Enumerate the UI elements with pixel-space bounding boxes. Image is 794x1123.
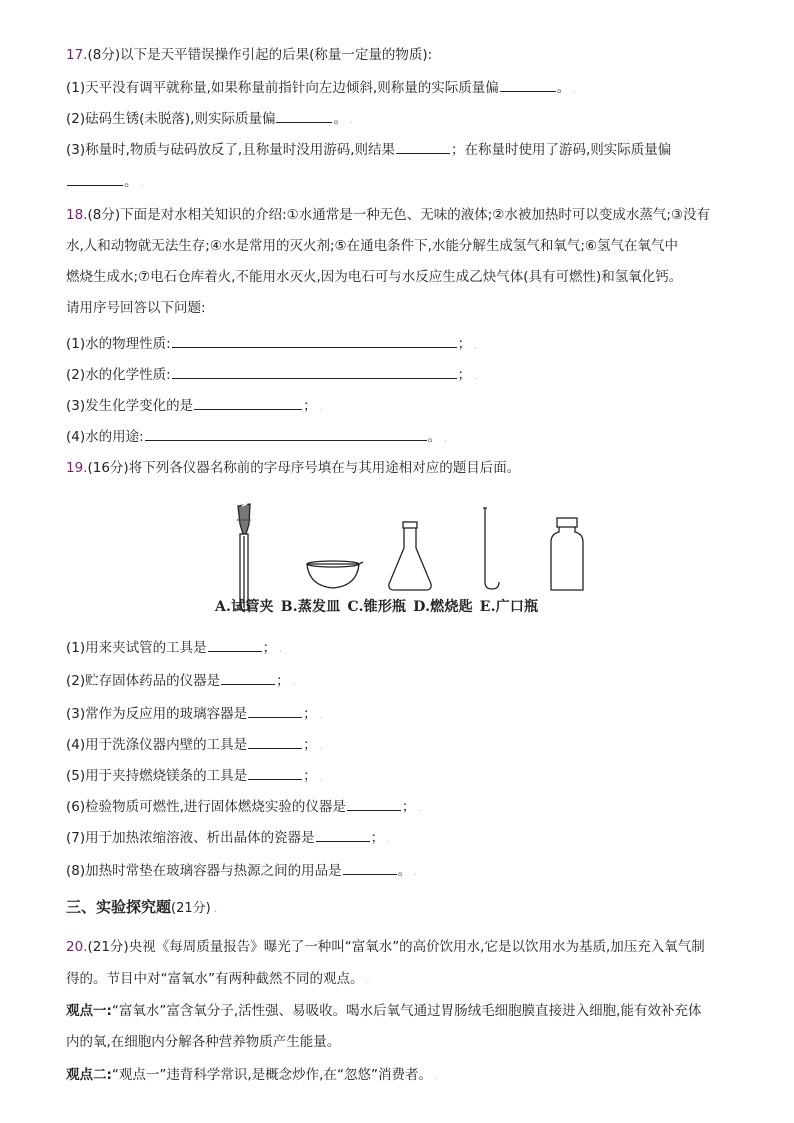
q17-part3: (3)称量时,物质与砝码放反了,且称量时没用游码,则结果 ；在称量时使用了游码,则实际质量偏 [66,139,671,160]
instrument-label-d: D.燃烧匙 [413,599,473,615]
answer-blank[interactable] [343,860,397,875]
q18-part1: (1)水的物理性质: ； . [66,333,477,356]
instrument-label-a: A.试管夹 [215,599,274,615]
q20-view1: 观点一:“富氧水”富含氧分子,活性强、易吸收。喝水后氧气通过胃肠绒毛细胞膜直接进入细胞,能有效补充体 [66,1003,702,1019]
q19-item-4: (4)用于洗涤仪器内壁的工具是 ； . [66,734,323,757]
q19-item-5: (5)用于夹持燃烧镁条的工具是 ； . [66,765,323,788]
q19-item-7: (7)用于加热浓缩溶液、析出晶体的瓷器是 ； . [66,827,390,850]
q18-part2: (2)水的化学性质: ； . [66,364,477,387]
answer-blank[interactable] [67,171,123,186]
view1-label: 观点一: [66,1003,112,1019]
answer-blank[interactable] [172,333,457,348]
answer-blank[interactable] [221,670,275,685]
q17-part1: (1)天平没有调平就称量,如果称量前指针向左边倾斜,则称量的实际质量偏 。 . [66,77,576,100]
q18-intro-line3: 燃烧生成水;⑦电石仓库着火,不能用水灭火,因为电石可与水反应生成乙炔气体(具有可燃性)和氢氧化钙。 [66,269,683,285]
view2-label: 观点二: [66,1067,112,1083]
q19-intro: 19.(16分)将下列各仪器名称前的字母序号填在与其用途相对应的题目后面。 [66,460,521,476]
q17-part2: (2)砝码生锈(未脱落),则实际质量偏 。 . [66,108,353,131]
answer-blank[interactable] [396,139,450,154]
q19-item-3: (3)常作为反应用的玻璃容器是 ； . [66,703,323,726]
q17-part3-cont: 。 . [66,171,143,194]
answer-blank[interactable] [208,637,262,652]
q19-item-6: (6)检验物质可燃性,进行固体燃烧实验的仪器是 ； . [66,796,421,819]
q18-intro-line2: 水,人和动物就无法生存;④水是常用的灭火剂;⑤在通电条件下,水能分解生成氢气和氧气;⑥氢气在氧气中 [66,238,679,254]
evaporating-dish-icon [307,561,363,588]
combustion-spoon-icon [483,508,499,589]
answer-blank[interactable] [316,827,370,842]
q20-view1-cont: 内的氧,在细胞内分解各种营养物质产生能量。 [66,1034,341,1050]
q18-instruction: 请用序号回答以下问题: [66,300,206,316]
instrument-label-e: E.广口瓶 [479,599,539,615]
answer-blank[interactable] [276,108,332,123]
answer-blank[interactable] [248,765,302,780]
conical-flask-icon [389,522,431,590]
q20-view2: 观点二:“观点一”违背科学常识,是概念炒作,在“忽悠”消费者。 . [66,1067,438,1083]
q20-intro-line2: 得的。节目中对“富氧水”有两种截然不同的观点。 . [66,971,370,987]
answer-blank[interactable] [145,426,427,441]
q18-number: 18. [66,207,88,223]
q20-intro-line1: 20.(21分)央视《每周质量报告》曝光了一种叫“富氧水”的高价饮用水,它是以饮用水为基质,加压充入氧气制 [66,939,705,955]
wide-mouth-bottle-icon [551,518,583,590]
q19-item-2: (2)贮存固体药品的仪器是 ； . [66,670,296,693]
answer-blank[interactable] [248,734,302,749]
q19-item-8: (8)加热时常垫在玻璃容器与热源之间的用品是 。 . [66,860,417,883]
q19-item-1: (1)用来夹试管的工具是 ； . [66,637,282,660]
q17-number: 17. [66,47,88,63]
answer-blank[interactable] [500,77,556,92]
q18-intro-line1: 18.(8分)下面是对水相关知识的介绍:①水通常是一种无色、无味的液体;②水被加热时可以变成水蒸气;③没有 [66,207,711,223]
instrument-label-b: B.蒸发皿 [280,599,341,615]
test-tube-holder-icon [237,504,251,610]
answer-blank[interactable] [172,364,457,379]
q20-number: 20. [66,939,88,955]
answer-blank[interactable] [248,703,302,718]
instrument-caption [215,596,545,616]
q18-part3: (3)发生化学变化的是 ； . [66,395,323,418]
answer-blank[interactable] [347,796,401,811]
q19-number: 19. [66,460,88,476]
answer-blank[interactable] [194,395,302,410]
section-3-heading: 三、实验探究题(21分) . [66,898,218,916]
q17-intro: 17.(8分)以下是天平错误操作引起的后果(称量一定量的物质): [66,47,433,63]
q18-part4: (4)水的用途: 。 . [66,426,447,449]
instrument-label-c: C.锥形瓶 [347,599,407,615]
